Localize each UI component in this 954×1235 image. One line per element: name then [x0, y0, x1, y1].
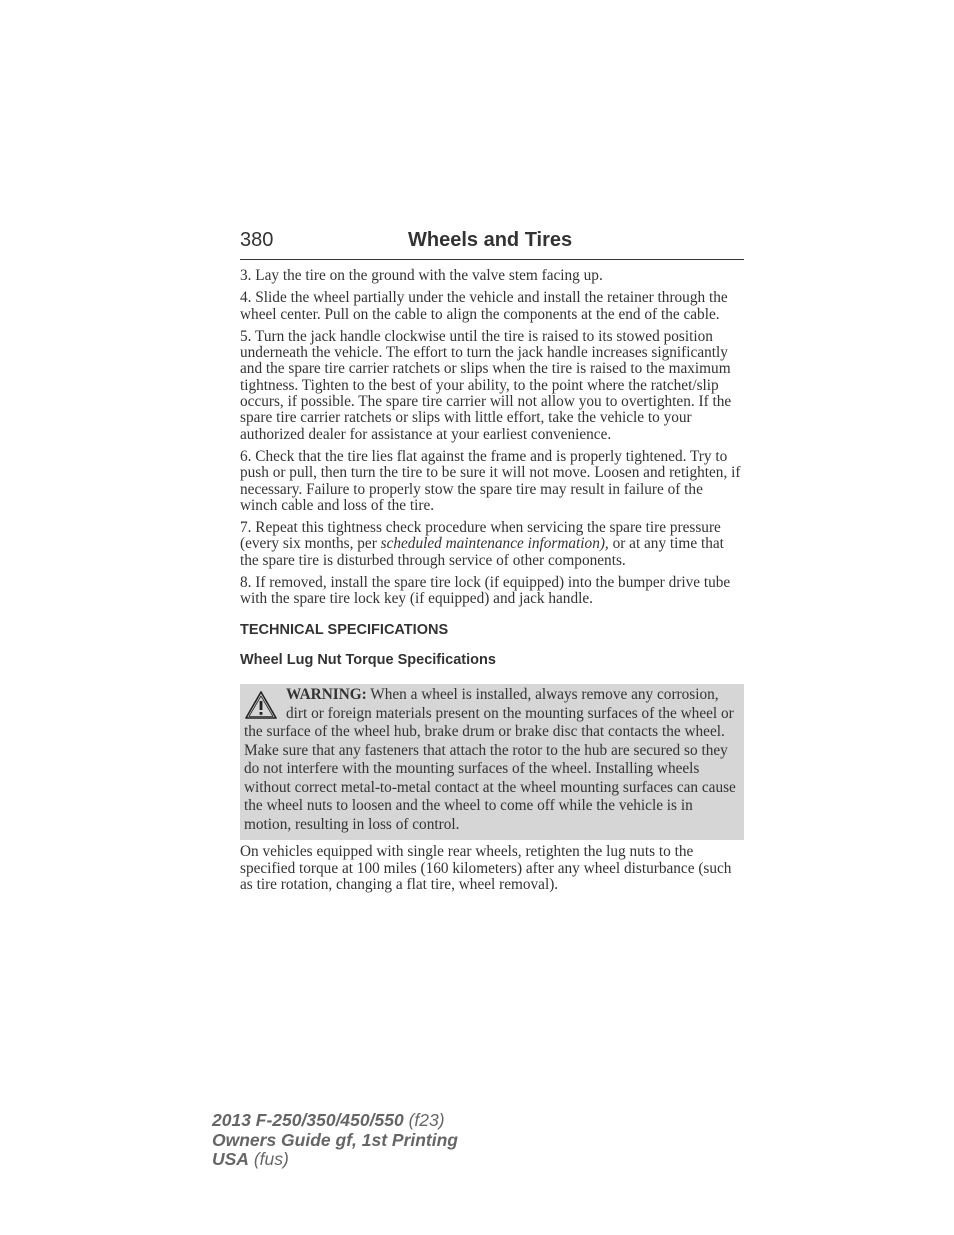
warning-label: WARNING: — [286, 686, 367, 704]
page-number: 380 — [240, 229, 274, 251]
step-7-text: 7. Repeat this tightness check procedure when servicing the spare tire pressure (every six months, per — [240, 519, 721, 553]
warning-text: When a wheel is installed, always remove any corrosion, dirt or foreign materials present on the mounting surfaces of the wheel or the surface of the wheel hub, brake drum or brake disc that contacts the wheel. Make sure that any fasteners that attach the rotor to the hub are secured so they do not interfere with the mounting surfaces of the wheel. Installing wheels without correct metal-to-metal contact at the wheel mounting surfaces can cause the wheel nuts to loosen and the wheel to come off while the vehicle is in motion, resulting in loss of control. — [244, 686, 736, 833]
footer-guide-line — [212, 1131, 458, 1151]
warning-triangle-icon — [244, 690, 278, 720]
step-8: 8. If removed, install the spare tire lock (if equipped) into the bumper drive tube with the spare tire lock key (if equipped) and jack handle. — [240, 574, 731, 608]
step-7 — [240, 520, 744, 569]
step-3: 3. Lay the tire on the ground with the valve stem facing up. — [240, 267, 603, 284]
step-4: 4. Slide the wheel partially under the vehicle and install the retainer through the wheel center. Pull on the cable to align the components at the end of the cable. — [240, 289, 728, 323]
footer-region-code: (fus) — [248, 1149, 289, 1169]
retighten-note: On vehicles equipped with single rear wheels, retighten the lug nuts to the specified torque at 100 miles (160 kilometers) after any wheel disturbance (such as tire rotation, changing a flat tire, wheel removal). — [240, 843, 732, 893]
page-header — [240, 229, 744, 260]
footer-guide: Owners Guide gf, 1st Printing — [212, 1129, 458, 1150]
step-5: 5. Turn the jack handle clockwise until the tire is raised to its stowed position underneath the vehicle. The effort to turn the jack handle increases significantly and the spare tire carrier ratchets or slips when the tire is raised to the maximum tightness. Tighten to the best of your ability, to the point where the ratchet/slip occurs, if possible. The spare tire carrier will not allow you to overtighten. If the spare tire carrier ratchets or slips with little effort, take the vehicle to your authorized dealer for assistance at your earliest convenience. — [240, 327, 732, 443]
warning-box — [240, 684, 744, 840]
maintenance-reference: scheduled maintenance information), — [380, 535, 609, 553]
step-6: 6. Check that the tire lies flat against the frame and is properly tightened. Try to push or pull, then turn the tire to be sure it will not move. Loosen and retighten, if necessary. Failure to properly stow the spare tire may result in failure of the winch cable and loss of the tire. — [240, 447, 741, 514]
technical-specifications-heading: TECHNICAL SPECIFICATIONS — [240, 621, 449, 638]
step-7-text-end: or at any time that the spare tire is disturbed through service of other components. — [240, 535, 724, 569]
section-title: Wheels and Tires — [408, 229, 573, 251]
lug-nut-torque-heading: Wheel Lug Nut Torque Specifications — [240, 651, 496, 668]
footer-region-line — [212, 1150, 458, 1170]
footer-region: USA — [212, 1149, 249, 1169]
footer-model-line — [212, 1111, 458, 1131]
page-content — [240, 268, 744, 899]
footer-model: 2013 F-250/350/450/550 — [212, 1110, 404, 1130]
footer-model-code: (f23) — [403, 1110, 445, 1130]
footer — [212, 1111, 458, 1170]
